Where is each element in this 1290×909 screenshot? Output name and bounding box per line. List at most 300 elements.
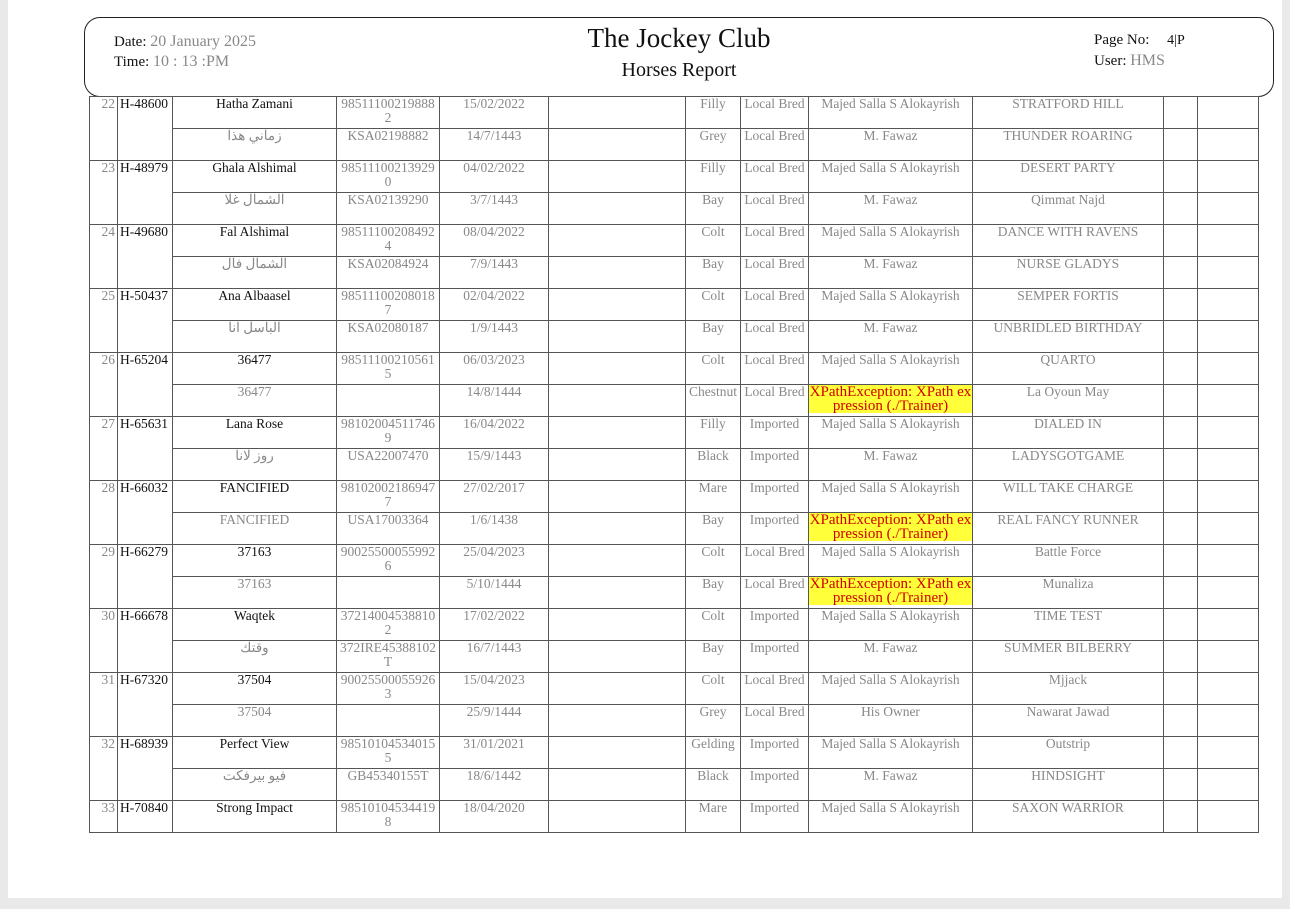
- extra-cell: [549, 545, 686, 577]
- horse-id: H-48979: [118, 161, 173, 225]
- horse-name: Waqtek: [173, 609, 337, 641]
- extra-cell: [549, 353, 686, 385]
- date-value: 20 January 2025: [150, 33, 256, 50]
- table-row: [90, 417, 1259, 449]
- dam-cell: Qimmat Najd: [973, 193, 1164, 225]
- extra-cell: [549, 193, 686, 225]
- birth-date: 08/04/2022: [440, 225, 549, 257]
- origin-cell: Local Bred: [741, 577, 809, 609]
- horse-name: 37504: [173, 673, 337, 705]
- origin-cell: Imported: [741, 641, 809, 673]
- horse-name-arabic: فيو بيرفكت: [173, 769, 337, 801]
- trainer-value: XPathException: XPath expression (./Trainer): [809, 512, 972, 542]
- sire-cell: SAXON WARRIOR: [973, 801, 1164, 833]
- horse-name: Strong Impact: [173, 801, 337, 833]
- horse-name: FANCIFIED: [173, 481, 337, 513]
- sex-cell: Filly: [686, 97, 741, 129]
- extra-cell: [549, 737, 686, 769]
- birth-date: 25/04/2023: [440, 545, 549, 577]
- origin-cell: Imported: [741, 481, 809, 513]
- birth-date: 31/01/2021: [440, 737, 549, 769]
- origin-cell: Imported: [741, 513, 809, 545]
- owner-cell: Majed Salla S Alokayrish: [809, 289, 973, 321]
- blank-cell: [1164, 769, 1198, 801]
- origin-cell: Local Bred: [741, 97, 809, 129]
- origin-cell: Imported: [741, 609, 809, 641]
- microchip-number: 985111002198882: [337, 97, 440, 129]
- report-title: The Jockey Club: [587, 23, 771, 53]
- owner-cell: Majed Salla S Alokayrish: [809, 161, 973, 193]
- trainer-value: M. Fawaz: [863, 192, 918, 207]
- blank-cell: [1164, 193, 1198, 225]
- trainer-cell: [809, 257, 973, 289]
- origin-cell: Imported: [741, 417, 809, 449]
- page-label: Page No:: [1094, 32, 1150, 48]
- registration-number: 372IRE45388102T: [337, 641, 440, 673]
- horse-name-arabic: روز لانا: [173, 449, 337, 481]
- color-cell: Bay: [686, 641, 741, 673]
- row-number: 24: [90, 225, 118, 289]
- hijri-date: 14/8/1444: [440, 385, 549, 417]
- blank-cell: [1164, 577, 1198, 609]
- table-row: [90, 737, 1259, 769]
- blank-cell: [1164, 129, 1198, 161]
- registration-number: [337, 385, 440, 417]
- user-value: HMS: [1130, 52, 1165, 69]
- blank-cell: [1198, 545, 1259, 577]
- sex-cell: Mare: [686, 481, 741, 513]
- horse-name-arabic: وقتك: [173, 641, 337, 673]
- extra-cell: [549, 673, 686, 705]
- dam-cell: THUNDER ROARING: [973, 129, 1164, 161]
- hijri-date: 3/7/1443: [440, 193, 549, 225]
- extra-cell: [549, 225, 686, 257]
- color-cell: Black: [686, 769, 741, 801]
- blank-cell: [1164, 353, 1198, 385]
- origin-cell: Local Bred: [741, 705, 809, 737]
- horses-table: [89, 96, 1259, 833]
- table-row: [90, 225, 1259, 257]
- row-number: 25: [90, 289, 118, 353]
- origin-cell: Local Bred: [741, 161, 809, 193]
- sire-cell: WILL TAKE CHARGE: [973, 481, 1164, 513]
- row-number: 27: [90, 417, 118, 481]
- extra-cell: [549, 641, 686, 673]
- extra-cell: [549, 801, 686, 833]
- blank-cell: [1198, 225, 1259, 257]
- extra-cell: [549, 321, 686, 353]
- dam-cell: Nawarat Jawad: [973, 705, 1164, 737]
- table-row: [90, 577, 1259, 609]
- table-row: [90, 289, 1259, 321]
- horse-name-arabic: 37504: [173, 705, 337, 737]
- horse-id: H-66279: [118, 545, 173, 609]
- blank-cell: [1198, 705, 1259, 737]
- microchip-number: 372140045388102: [337, 609, 440, 641]
- sex-cell: Colt: [686, 545, 741, 577]
- sex-cell: Colt: [686, 673, 741, 705]
- color-cell: Bay: [686, 321, 741, 353]
- trainer-cell: [809, 769, 973, 801]
- trainer-value: M. Fawaz: [863, 256, 918, 271]
- trainer-cell: [809, 577, 973, 609]
- extra-cell: [549, 257, 686, 289]
- horse-name: Perfect View: [173, 737, 337, 769]
- owner-cell: Majed Salla S Alokayrish: [809, 801, 973, 833]
- horse-id: H-70840: [118, 801, 173, 833]
- time-label: Time:: [114, 54, 150, 70]
- blank-cell: [1198, 289, 1259, 321]
- blank-cell: [1164, 481, 1198, 513]
- origin-cell: Local Bred: [741, 321, 809, 353]
- sex-cell: Filly: [686, 161, 741, 193]
- horse-id: H-66678: [118, 609, 173, 673]
- blank-cell: [1198, 641, 1259, 673]
- horse-name-arabic: الشمال غلا: [173, 193, 337, 225]
- owner-cell: Majed Salla S Alokayrish: [809, 225, 973, 257]
- trainer-value: XPathException: XPath expression (./Trainer): [809, 576, 972, 606]
- extra-cell: [549, 417, 686, 449]
- color-cell: Bay: [686, 513, 741, 545]
- birth-date: 18/04/2020: [440, 801, 549, 833]
- birth-date: 15/02/2022: [440, 97, 549, 129]
- extra-cell: [549, 129, 686, 161]
- sex-cell: Colt: [686, 225, 741, 257]
- birth-date: 04/02/2022: [440, 161, 549, 193]
- blank-cell: [1198, 801, 1259, 833]
- sire-cell: DESERT PARTY: [973, 161, 1164, 193]
- registration-number: KSA02139290: [337, 193, 440, 225]
- origin-cell: Local Bred: [741, 257, 809, 289]
- horse-name: Fal Alshimal: [173, 225, 337, 257]
- registration-number: [337, 577, 440, 609]
- microchip-number: 981020021869477: [337, 481, 440, 513]
- trainer-value: M. Fawaz: [863, 320, 918, 335]
- birth-date: 16/04/2022: [440, 417, 549, 449]
- extra-cell: [549, 449, 686, 481]
- row-number: 29: [90, 545, 118, 609]
- color-cell: Black: [686, 449, 741, 481]
- origin-cell: Imported: [741, 737, 809, 769]
- blank-cell: [1164, 737, 1198, 769]
- owner-cell: Majed Salla S Alokayrish: [809, 545, 973, 577]
- sex-cell: Colt: [686, 609, 741, 641]
- hijri-date: 1/9/1443: [440, 321, 549, 353]
- dam-cell: La Oyoun May: [973, 385, 1164, 417]
- sire-cell: DANCE WITH RAVENS: [973, 225, 1164, 257]
- trainer-cell: [809, 641, 973, 673]
- sex-cell: Colt: [686, 353, 741, 385]
- hijri-date: 5/10/1444: [440, 577, 549, 609]
- hijri-date: 7/9/1443: [440, 257, 549, 289]
- table-row: [90, 609, 1259, 641]
- extra-cell: [549, 97, 686, 129]
- microchip-number: 900255000559926: [337, 545, 440, 577]
- hijri-date: 16/7/1443: [440, 641, 549, 673]
- registration-number: GB45340155T: [337, 769, 440, 801]
- origin-cell: Local Bred: [741, 193, 809, 225]
- owner-cell: Majed Salla S Alokayrish: [809, 609, 973, 641]
- color-cell: Grey: [686, 129, 741, 161]
- horse-name: 36477: [173, 353, 337, 385]
- sex-cell: Gelding: [686, 737, 741, 769]
- table-row: [90, 257, 1259, 289]
- registration-number: KSA02198882: [337, 129, 440, 161]
- sire-cell: TIME TEST: [973, 609, 1164, 641]
- owner-cell: Majed Salla S Alokayrish: [809, 97, 973, 129]
- horse-id: H-68939: [118, 737, 173, 801]
- report-subtitle: Horses Report: [621, 59, 737, 81]
- horse-id: H-50437: [118, 289, 173, 353]
- trainer-value: M. Fawaz: [863, 448, 918, 463]
- trainer-value: M. Fawaz: [863, 640, 918, 655]
- origin-cell: Local Bred: [741, 385, 809, 417]
- horse-name: Ghala Alshimal: [173, 161, 337, 193]
- owner-cell: Majed Salla S Alokayrish: [809, 673, 973, 705]
- color-cell: Bay: [686, 257, 741, 289]
- time-value: 10 : 13 :PM: [153, 53, 230, 70]
- table-row: [90, 673, 1259, 705]
- blank-cell: [1164, 97, 1198, 129]
- horse-id: H-49680: [118, 225, 173, 289]
- origin-cell: Local Bred: [741, 353, 809, 385]
- horse-name-arabic: زماني هذا: [173, 129, 337, 161]
- dam-cell: NURSE GLADYS: [973, 257, 1164, 289]
- origin-cell: Local Bred: [741, 225, 809, 257]
- table-row: [90, 129, 1259, 161]
- horse-id: H-67320: [118, 673, 173, 737]
- sex-cell: Colt: [686, 289, 741, 321]
- sire-cell: Outstrip: [973, 737, 1164, 769]
- extra-cell: [549, 577, 686, 609]
- user-label: User:: [1094, 53, 1127, 69]
- dam-cell: REAL FANCY RUNNER: [973, 513, 1164, 545]
- blank-cell: [1198, 673, 1259, 705]
- color-cell: Grey: [686, 705, 741, 737]
- table-row: [90, 161, 1259, 193]
- blank-cell: [1164, 417, 1198, 449]
- origin-cell: Imported: [741, 769, 809, 801]
- horse-name-arabic: 37163: [173, 577, 337, 609]
- horse-name-arabic: الشمال فال: [173, 257, 337, 289]
- extra-cell: [549, 769, 686, 801]
- registration-number: KSA02084924: [337, 257, 440, 289]
- sire-cell: DIALED IN: [973, 417, 1164, 449]
- blank-cell: [1198, 449, 1259, 481]
- sire-cell: QUARTO: [973, 353, 1164, 385]
- origin-cell: Local Bred: [741, 545, 809, 577]
- microchip-number: 985101045340155: [337, 737, 440, 769]
- blank-cell: [1198, 737, 1259, 769]
- extra-cell: [549, 513, 686, 545]
- birth-date: 06/03/2023: [440, 353, 549, 385]
- owner-cell: Majed Salla S Alokayrish: [809, 737, 973, 769]
- trainer-cell: [809, 129, 973, 161]
- sire-cell: Mjjack: [973, 673, 1164, 705]
- color-cell: Chestnut: [686, 385, 741, 417]
- table-row: [90, 385, 1259, 417]
- birth-date: 27/02/2017: [440, 481, 549, 513]
- registration-number: USA17003364: [337, 513, 440, 545]
- microchip-number: 985111002084924: [337, 225, 440, 257]
- microchip-number: 985101045344198: [337, 801, 440, 833]
- row-number: 30: [90, 609, 118, 673]
- origin-cell: Local Bred: [741, 129, 809, 161]
- microchip-number: 900255000559263: [337, 673, 440, 705]
- origin-cell: Imported: [741, 801, 809, 833]
- horse-id: H-65631: [118, 417, 173, 481]
- horse-name-arabic: الباسل انا: [173, 321, 337, 353]
- table-row: [90, 321, 1259, 353]
- horse-id: H-66032: [118, 481, 173, 545]
- dam-cell: Munaliza: [973, 577, 1164, 609]
- dam-cell: UNBRIDLED BIRTHDAY: [973, 321, 1164, 353]
- owner-cell: Majed Salla S Alokayrish: [809, 417, 973, 449]
- horse-name-arabic: 36477: [173, 385, 337, 417]
- owner-cell: Majed Salla S Alokayrish: [809, 481, 973, 513]
- trainer-value: His Owner: [861, 704, 920, 719]
- blank-cell: [1164, 641, 1198, 673]
- blank-cell: [1198, 769, 1259, 801]
- blank-cell: [1198, 385, 1259, 417]
- trainer-cell: [809, 449, 973, 481]
- trainer-value: M. Fawaz: [863, 768, 918, 783]
- horse-name: Lana Rose: [173, 417, 337, 449]
- blank-cell: [1164, 801, 1198, 833]
- dam-cell: SUMMER BILBERRY: [973, 641, 1164, 673]
- registration-number: USA22007470: [337, 449, 440, 481]
- sire-cell: STRATFORD HILL: [973, 97, 1164, 129]
- horse-name-arabic: FANCIFIED: [173, 513, 337, 545]
- blank-cell: [1198, 481, 1259, 513]
- page-value: 4|P: [1167, 33, 1185, 48]
- extra-cell: [549, 161, 686, 193]
- table-row: [90, 97, 1259, 129]
- horse-name: Ana Albaasel: [173, 289, 337, 321]
- hijri-date: 18/6/1442: [440, 769, 549, 801]
- table-body: [90, 97, 1259, 833]
- horse-id: H-48600: [118, 97, 173, 161]
- sire-cell: SEMPER FORTIS: [973, 289, 1164, 321]
- trainer-cell: [809, 513, 973, 545]
- extra-cell: [549, 385, 686, 417]
- table-row: [90, 513, 1259, 545]
- horse-name: 37163: [173, 545, 337, 577]
- extra-cell: [549, 289, 686, 321]
- extra-cell: [549, 705, 686, 737]
- blank-cell: [1164, 449, 1198, 481]
- blank-cell: [1164, 609, 1198, 641]
- extra-cell: [549, 609, 686, 641]
- dam-cell: HINDSIGHT: [973, 769, 1164, 801]
- row-number: 28: [90, 481, 118, 545]
- table-row: [90, 193, 1259, 225]
- registration-number: [337, 705, 440, 737]
- microchip-number: 985111002139290: [337, 161, 440, 193]
- blank-cell: [1198, 353, 1259, 385]
- blank-cell: [1164, 225, 1198, 257]
- blank-cell: [1198, 513, 1259, 545]
- trainer-value: M. Fawaz: [863, 128, 918, 143]
- blank-cell: [1164, 545, 1198, 577]
- row-number: 32: [90, 737, 118, 801]
- trainer-cell: [809, 385, 973, 417]
- blank-cell: [1164, 513, 1198, 545]
- row-number: 31: [90, 673, 118, 737]
- birth-date: 17/02/2022: [440, 609, 549, 641]
- origin-cell: Local Bred: [741, 289, 809, 321]
- birth-date: 15/04/2023: [440, 673, 549, 705]
- table-row: [90, 705, 1259, 737]
- report-header: [84, 17, 1274, 97]
- sex-cell: Mare: [686, 801, 741, 833]
- row-number: 26: [90, 353, 118, 417]
- table-row: [90, 769, 1259, 801]
- table-row: [90, 545, 1259, 577]
- blank-cell: [1198, 257, 1259, 289]
- date-label: Date:: [114, 34, 147, 50]
- dam-cell: LADYSGOTGAME: [973, 449, 1164, 481]
- blank-cell: [1198, 609, 1259, 641]
- table-row: [90, 481, 1259, 513]
- blank-cell: [1164, 385, 1198, 417]
- trainer-cell: [809, 705, 973, 737]
- sire-cell: Battle Force: [973, 545, 1164, 577]
- sex-cell: Filly: [686, 417, 741, 449]
- row-number: 33: [90, 801, 118, 833]
- extra-cell: [549, 481, 686, 513]
- trainer-value: XPathException: XPath expression (./Trainer): [809, 384, 972, 414]
- table-row: [90, 449, 1259, 481]
- birth-date: 02/04/2022: [440, 289, 549, 321]
- blank-cell: [1164, 257, 1198, 289]
- registration-number: KSA02080187: [337, 321, 440, 353]
- trainer-cell: [809, 321, 973, 353]
- horse-id: H-65204: [118, 353, 173, 417]
- blank-cell: [1198, 193, 1259, 225]
- blank-cell: [1198, 97, 1259, 129]
- blank-cell: [1198, 129, 1259, 161]
- blank-cell: [1198, 577, 1259, 609]
- hijri-date: 15/9/1443: [440, 449, 549, 481]
- horse-name: Hatha Zamani: [173, 97, 337, 129]
- blank-cell: [1198, 417, 1259, 449]
- row-number: 22: [90, 97, 118, 161]
- origin-cell: Local Bred: [741, 673, 809, 705]
- hijri-date: 14/7/1443: [440, 129, 549, 161]
- hijri-date: 1/6/1438: [440, 513, 549, 545]
- blank-cell: [1164, 705, 1198, 737]
- origin-cell: Imported: [741, 449, 809, 481]
- blank-cell: [1198, 321, 1259, 353]
- blank-cell: [1164, 321, 1198, 353]
- microchip-number: 981020045117469: [337, 417, 440, 449]
- blank-cell: [1164, 673, 1198, 705]
- row-number: 23: [90, 161, 118, 225]
- blank-cell: [1164, 161, 1198, 193]
- owner-cell: Majed Salla S Alokayrish: [809, 353, 973, 385]
- blank-cell: [1198, 161, 1259, 193]
- user-line: [1094, 52, 1165, 70]
- color-cell: Bay: [686, 193, 741, 225]
- page-number: [1094, 32, 1185, 49]
- trainer-cell: [809, 193, 973, 225]
- microchip-number: 985111002105615: [337, 353, 440, 385]
- table-row: [90, 641, 1259, 673]
- hijri-date: 25/9/1444: [440, 705, 549, 737]
- table-row: [90, 801, 1259, 833]
- table-row: [90, 353, 1259, 385]
